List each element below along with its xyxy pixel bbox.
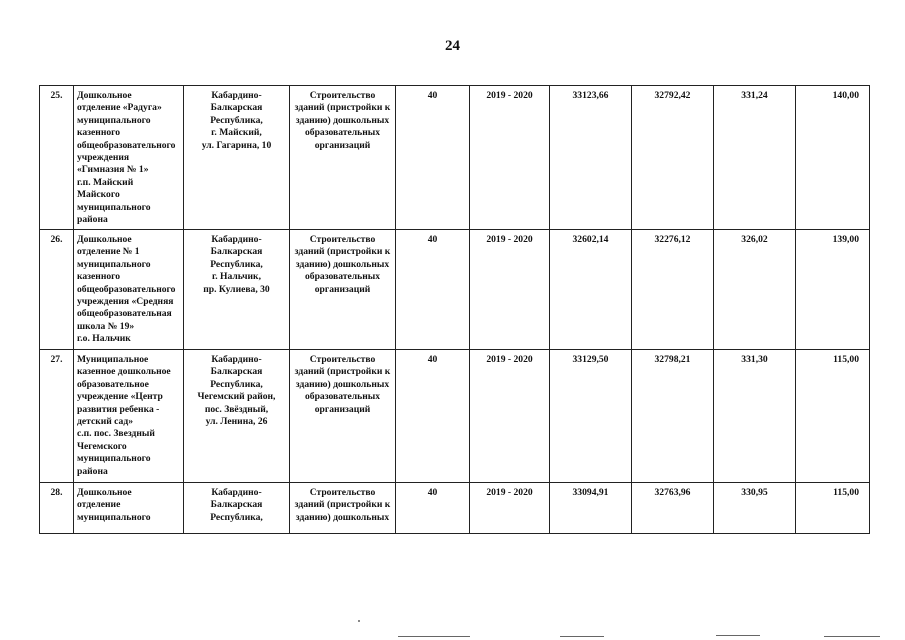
years-value: 2019 - 2020 [470,230,550,350]
table-row [40,483,870,534]
object-address: Кабардино- Балкарская Республика, г. Майский, ул. Гагарина, 10 [184,86,290,230]
federal-cost: 32276,12 [632,230,714,350]
object-list-table [39,85,870,534]
work-type: Строительство зданий (пристройки к зданию) дошкольных образовательных организаций [290,86,396,230]
total-cost: 32602,14 [550,230,632,350]
work-type: Строительство зданий (пристройки к зданию) дошкольных [290,483,396,534]
years-value: 2019 - 2020 [470,350,550,483]
last-column-value: 140,00 [796,86,870,230]
institution-name: Дошкольное отделение муниципального [74,483,184,534]
object-address: Кабардино- Балкарская Республика, [184,483,290,534]
capacity-value: 40 [396,230,470,350]
object-address: Кабардино- Балкарская Республика, г. Нальчик, пр. Кулиева, 30 [184,230,290,350]
regional-cost: 326,02 [714,230,796,350]
institution-name: Дошкольное отделение № 1 муниципального казенного общеобразовательного учреждения «Средняя общеобразовательная школа № 19» г.о. Нальчик [74,230,184,350]
row-number: 28. [40,483,74,534]
table-row [40,350,870,483]
federal-cost: 32792,42 [632,86,714,230]
regional-cost: 330,95 [714,483,796,534]
scan-artifact-line [824,636,880,637]
federal-cost: 32798,21 [632,350,714,483]
federal-cost: 32763,96 [632,483,714,534]
scan-artifact-line [398,636,470,637]
years-value: 2019 - 2020 [470,86,550,230]
regional-cost: 331,30 [714,350,796,483]
capacity-value: 40 [396,86,470,230]
row-number: 26. [40,230,74,350]
capacity-value: 40 [396,483,470,534]
table-row [40,230,870,350]
last-column-value: 139,00 [796,230,870,350]
row-number: 25. [40,86,74,230]
object-address: Кабардино- Балкарская Республика, Чегемский район, пос. Звёздный, ул. Ленина, 26 [184,350,290,483]
years-value: 2019 - 2020 [470,483,550,534]
capacity-value: 40 [396,350,470,483]
work-type: Строительство зданий (пристройки к зданию) дошкольных образовательных организаций [290,230,396,350]
last-column-value: 115,00 [796,483,870,534]
last-column-value: 115,00 [796,350,870,483]
scan-artifact-line [560,636,604,637]
page-number: 24 [445,38,460,54]
institution-name: Муниципальное казенное дошкольное образовательное учреждение «Центр развития ребенка - детский сад» с.п. пос. Звездный Чегемского муниципального района [74,350,184,483]
regional-cost: 331,24 [714,86,796,230]
scan-artifact-line [716,635,760,636]
total-cost: 33123,66 [550,86,632,230]
institution-name: Дошкольное отделение «Радуга» муниципального казенного общеобразовательного учреждения «Гимназия № 1» г.п. Майский Майского муниципального района [74,86,184,230]
scan-artifact-dot [358,620,360,622]
total-cost: 33094,91 [550,483,632,534]
total-cost: 33129,50 [550,350,632,483]
row-number: 27. [40,350,74,483]
work-type: Строительство зданий (пристройки к зданию) дошкольных образовательных организаций [290,350,396,483]
table-row [40,86,870,230]
